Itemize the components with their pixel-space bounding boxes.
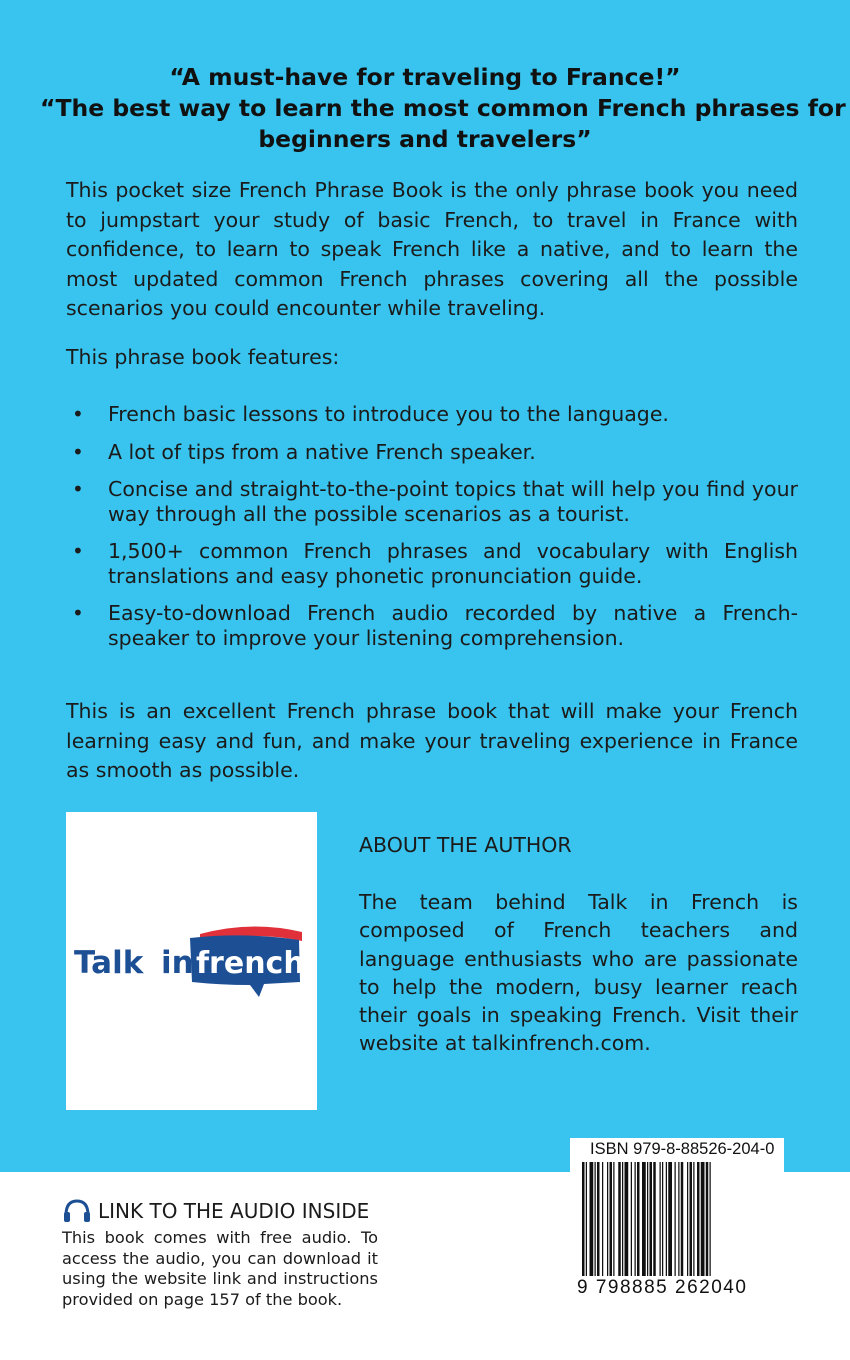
barcode-bar <box>668 1162 672 1276</box>
logo-word-talk: Talk <box>74 945 144 981</box>
feature-text: French basic lessons to introduce you to the language. <box>108 402 669 426</box>
about-author-title: ABOUT THE AUTHOR <box>359 833 572 857</box>
isbn-label: ISBN 979-8-88526-204-0 <box>590 1140 775 1158</box>
barcode-bar <box>610 1162 613 1276</box>
barcode-bar <box>678 1162 679 1276</box>
bullet-icon: • <box>72 601 84 625</box>
barcode-bar <box>631 1162 632 1276</box>
feature-text: Easy-to-download French audio recorded by native a French-speaker to improve your listening comprehension. <box>108 601 798 650</box>
bullet-icon: • <box>72 402 84 426</box>
headline-line-2: “The best way to learn the most common French phrases for <box>40 94 846 122</box>
bullet-icon: • <box>72 539 84 563</box>
barcode-bar <box>706 1162 709 1276</box>
barcode-bar <box>642 1162 646 1276</box>
barcode-bar <box>681 1162 684 1276</box>
barcode-bar <box>586 1162 587 1276</box>
barcode-bar <box>595 1162 596 1276</box>
feature-text: Concise and straight-to-the-point topics that will help you find your way through all the possible scenarios as a tourist. <box>108 477 798 526</box>
barcode-bar <box>653 1162 656 1276</box>
barcode-bar <box>637 1162 640 1276</box>
barcode-bar <box>693 1162 694 1276</box>
feature-text: 1,500+ common French phrases and vocabulary with English translations and easy phonetic pronunciation guide. <box>108 539 798 588</box>
barcode-bar <box>710 1162 711 1276</box>
barcode-bar <box>618 1162 621 1276</box>
barcode-bar <box>660 1162 661 1276</box>
headline-line-3: beginners and travelers” <box>258 125 592 153</box>
barcode-bar <box>597 1162 600 1276</box>
feature-text: A lot of tips from a native French speaker. <box>108 439 536 464</box>
features-list <box>66 402 798 663</box>
barcode-bars <box>578 1162 776 1280</box>
bullet-icon: • <box>72 477 84 501</box>
logo-word-french: french <box>196 946 305 981</box>
audio-heading <box>62 1197 369 1225</box>
intro-paragraph: This pocket size French Phrase Book is the only phrase book you need to jumpstart your study of basic French, to travel in France with confidence, to learn to speak French like a native, and to learn the most updated common French phrases covering all the possible scenarios you could encounter while traveling. <box>66 178 798 320</box>
bullet-icon: • <box>72 439 84 464</box>
barcode-bar <box>582 1162 585 1276</box>
audio-description: This book comes with free audio. To access the audio, you can download it using the website link and instructions provided on page 157 of the book. <box>62 1228 378 1309</box>
barcode-bar <box>701 1162 705 1276</box>
isbn-barcode-box <box>570 1138 784 1306</box>
barcode-bar <box>687 1162 688 1276</box>
barcode-bar <box>635 1162 636 1276</box>
features-intro: This phrase book features: <box>66 345 340 369</box>
barcode-bar <box>622 1162 623 1276</box>
barcode-digits: 9 798885 262040 <box>577 1277 748 1298</box>
barcode-bar <box>625 1162 629 1276</box>
barcode-bar <box>607 1162 608 1276</box>
feature-item <box>66 440 798 465</box>
audio-heading-text: LINK TO THE AUDIO INSIDE <box>98 1199 370 1223</box>
headline-line-1: “A must-have for traveling to France!” <box>169 63 681 91</box>
barcode-bar <box>690 1162 693 1276</box>
logo-word-in: in <box>161 945 194 981</box>
barcode-bar <box>662 1162 663 1276</box>
closing-paragraph: This is an excellent French phrase book that will make your French learning easy and fun, and make your traveling experience in France as smooth as possible. <box>66 699 798 782</box>
about-author-text: The team behind Talk in French is composed of French teachers and language enthusiasts who are passionate to help the modern, busy learner reach their goals in speaking French. Visit their website at talkinfrench.com. <box>359 890 798 1056</box>
barcode-bar <box>647 1162 648 1276</box>
headline-quotes <box>40 62 846 155</box>
feature-item <box>66 601 798 650</box>
barcode-bar <box>590 1162 594 1276</box>
barcode-bar <box>613 1162 614 1276</box>
talkinfrench-logo <box>74 922 310 1002</box>
barcode-bar <box>602 1162 603 1276</box>
feature-item <box>66 539 798 588</box>
barcode-bar <box>697 1162 700 1276</box>
barcode-bar <box>650 1162 653 1276</box>
barcode-bar <box>666 1162 667 1276</box>
feature-item <box>66 402 798 427</box>
barcode-bar <box>675 1162 676 1276</box>
publisher-logo-panel <box>66 812 317 1110</box>
headphones-icon <box>62 1198 92 1224</box>
feature-item <box>66 477 798 526</box>
